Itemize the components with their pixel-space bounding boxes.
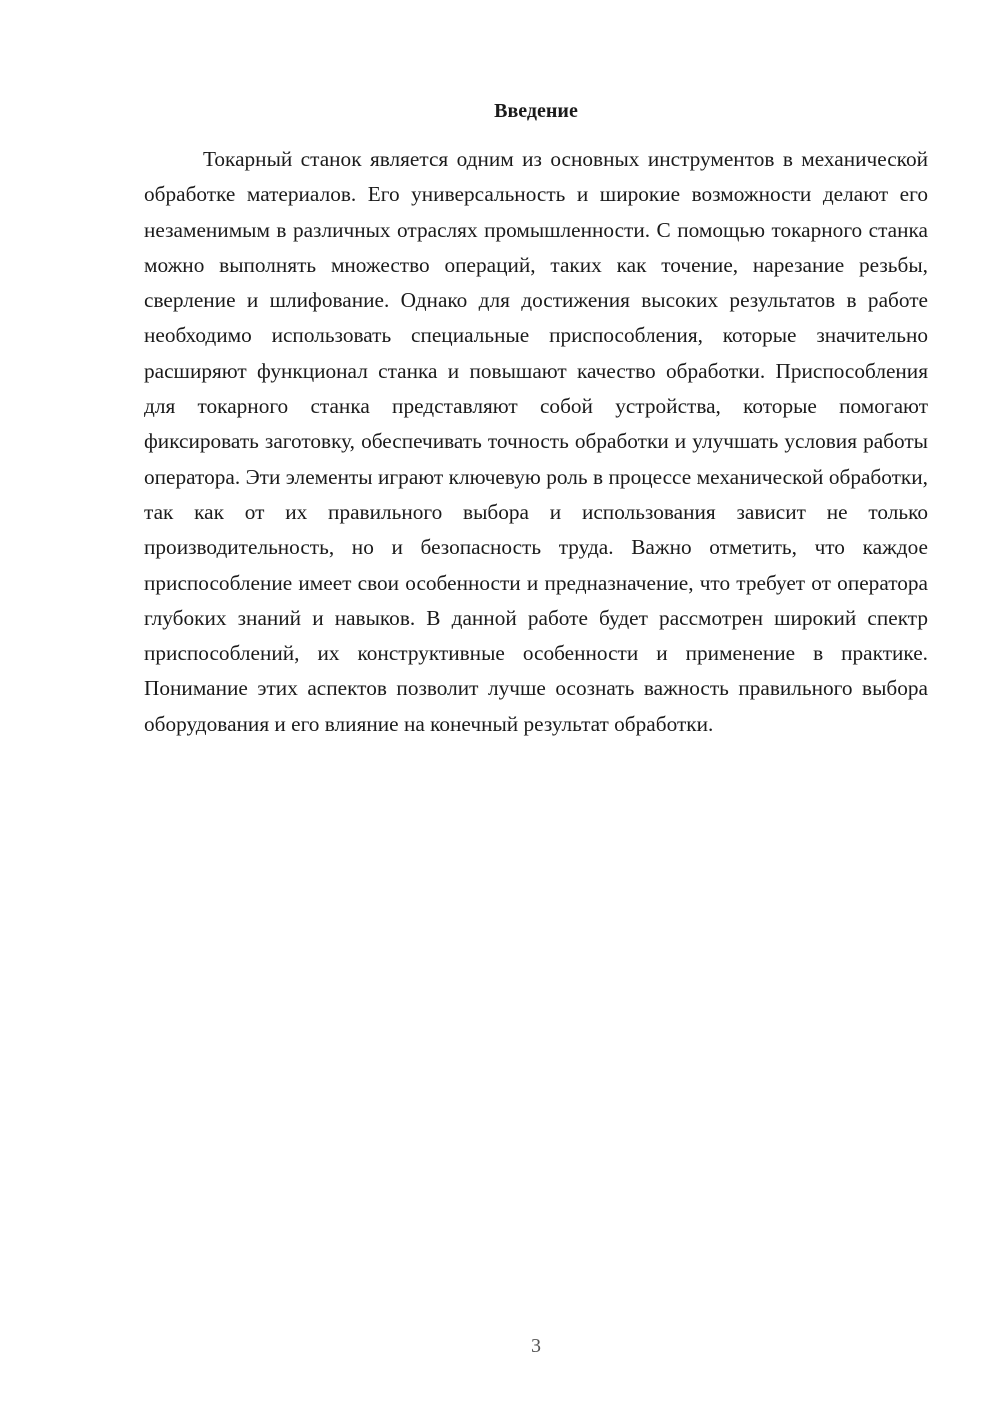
page-number: 3 — [531, 1335, 541, 1357]
body-paragraph: Токарный станок является одним из основных инструментов в механической обработке материалов. Его универсальность и широкие возможности делают его незаменимым в различных отраслях промышленности. С помощью токарного станка можно выполнять множество операций, таких как точение, нарезание резьбы, сверление и шлифование. Однако для достижения высоких результатов в работе необходимо использовать специальные приспособления, которые значительно расширяют функционал станка и повышают качество обработки. Приспособления для токарного станка представляют собой устройства, которые помогают фиксировать заготовку, обеспечивать точность обработки и улучшать условия работы оператора. Эти элементы играют ключевую роль в процессе механической обработки, так как от их правильного выбора и использования зависит не только производительность, но и безопасность труда. Важно отметить, что каждое приспособление имеет свои особенности и предназначение, что требует от оператора глубоких знаний и навыков. В данной работе будет рассмотрен широкий спектр приспособлений, их конструктивные особенности и применение в практике. Понимание этих аспектов позволит лучше осознать важность правильного выбора оборудования и его влияние на конечный результат обработки. — [144, 147, 928, 736]
section-heading: Введение — [494, 100, 578, 122]
